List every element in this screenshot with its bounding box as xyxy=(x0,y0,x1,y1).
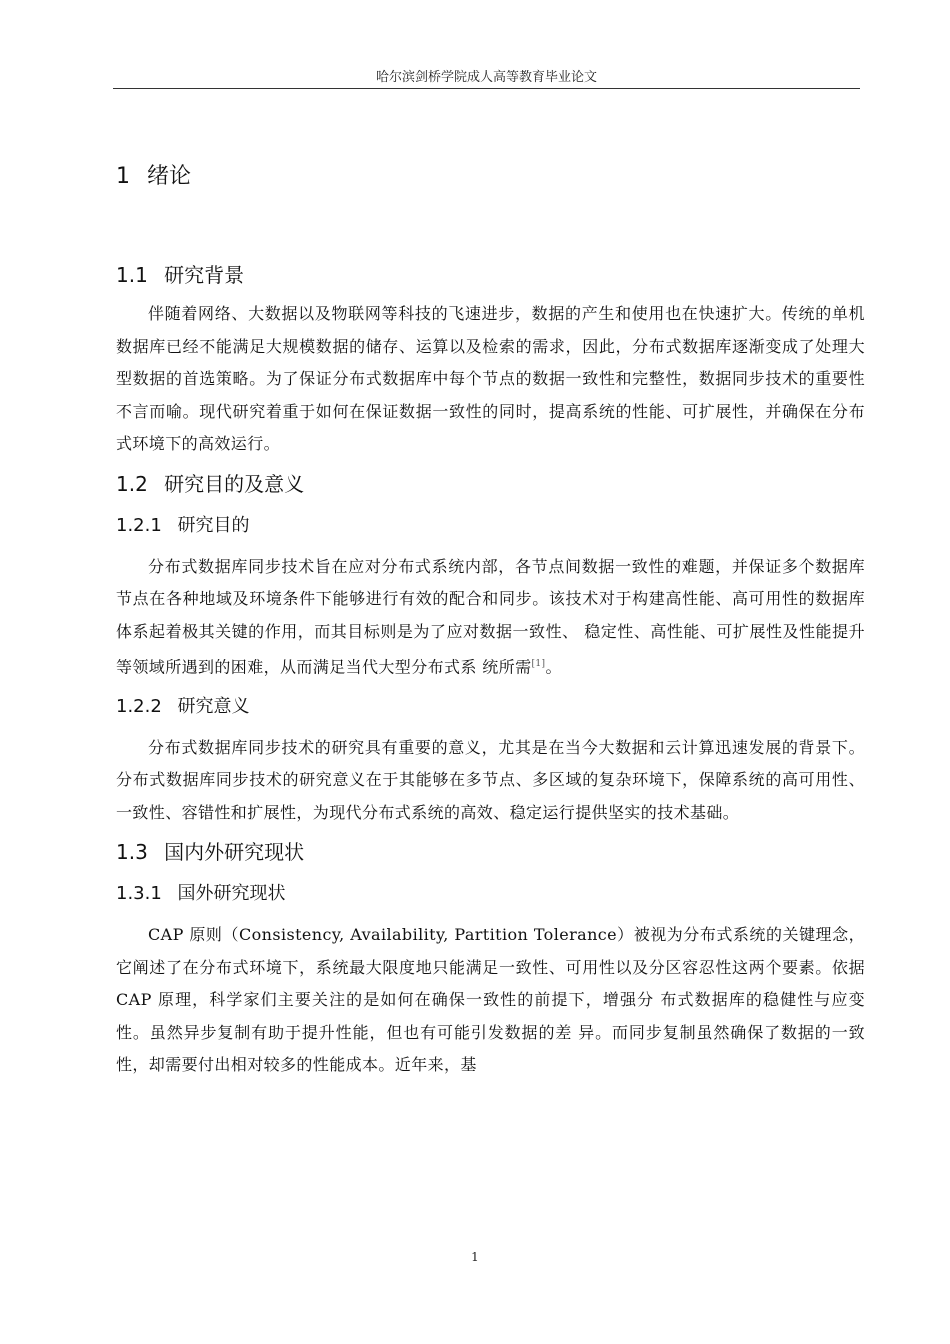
section-heading-1-2 xyxy=(116,465,865,503)
paragraph-significance: 分布式数据库同步技术的研究具有重要的意义，尤其是在当今大数据和云计算迅速发展的背景下。分布式数据库同步技术的研究意义在于其能够在多节点、多区域的复杂环境下，保障系统的高可用性、一致性、容错性和扩展性，为现代分布式系统的高效、稳定运行提供坚实的技术基础。 xyxy=(116,737,865,822)
paragraph-purpose-text: 分布式数据库同步技术旨在应对分布式系统内部，各节点间数据一致性的难题，并保证多个数据库节点在各种地域及环境条件下能够进行有效的配合和同步。该技术对于构建高性能、高可用性的数据库体系起着极其关键的作用，而其目标则是为了应对数据一致性、 稳定性、高性能、可扩展性及性能提升等领域所遇到的困难，从而满足当代大型分布式系 统所需 xyxy=(116,556,865,677)
page-number: 1 xyxy=(471,1250,479,1264)
subsection-heading-1-2-1 xyxy=(116,507,865,545)
subsection-number: 1.2.2 xyxy=(116,695,162,717)
subsection-number: 1.3.1 xyxy=(116,883,162,905)
section-heading-1-3 xyxy=(116,833,865,871)
section-number: 1.2 xyxy=(116,471,148,496)
section-number: 1.3 xyxy=(116,840,148,865)
subsection-title: 国外研究现状 xyxy=(177,883,286,905)
subsection-title: 研究目的 xyxy=(177,514,250,536)
subsection-heading-1-3-1 xyxy=(116,875,865,913)
subsection-title: 研究意义 xyxy=(177,695,250,717)
section-number: 1.1 xyxy=(116,263,148,287)
page-body xyxy=(116,160,865,1082)
paragraph-foreign-research: CAP 原则（Consistency, Availability, Partition Tolerance）被视为分布式系统的关键理念，它阐述了在分布式环境下，系统最大限度地只能满足一致性、可用性以及分区容忍性这两个要素。依据 CAP 原理，科学家们主要关注的是如何在确保一致性的前提下，增强分 布式数据库的稳健性与应变性。虽然异步复制有助于提升性能，但也有可能引发数据的差 异。而同步复制虽然确保了数据的一致性，却需要付出相对较多的性能成本。近年来，基 xyxy=(116,925,865,1075)
chapter-heading xyxy=(116,160,865,194)
chapter-number: 1 xyxy=(116,164,130,189)
paragraph-purpose-end: 。 xyxy=(545,657,562,677)
section-title: 研究背景 xyxy=(164,263,245,287)
header-divider xyxy=(113,88,860,89)
paragraph-purpose xyxy=(116,551,865,684)
section-heading-1-1 xyxy=(116,256,865,294)
citation-marker: [1] xyxy=(531,659,546,669)
paragraph-background: 伴随着网络、大数据以及物联网等科技的飞速进步，数据的产生和使用也在快速扩大。传统的单机数据库已经不能满足大规模数据的储存、运算以及检索的需求，因此，分布式数据库逐渐变成了处理大型数据的首选策略。为了保证分布式数据库中每个节点的数据一致性和完整性，数据同步技术的重要性不言而喻。现代研究着重于如何在保证数据一致性的同时，提高系统的性能、可扩展性，并确保在分布式环境下的高效运行。 xyxy=(116,304,865,453)
subsection-number: 1.2.1 xyxy=(116,514,162,536)
section-title: 国内外研究现状 xyxy=(164,840,305,865)
section-title: 研究目的及意义 xyxy=(164,471,305,496)
subsection-heading-1-2-2 xyxy=(116,688,865,726)
running-header: 哈尔滨剑桥学院成人高等教育毕业论文 xyxy=(375,70,597,85)
chapter-title: 绪论 xyxy=(147,164,192,189)
